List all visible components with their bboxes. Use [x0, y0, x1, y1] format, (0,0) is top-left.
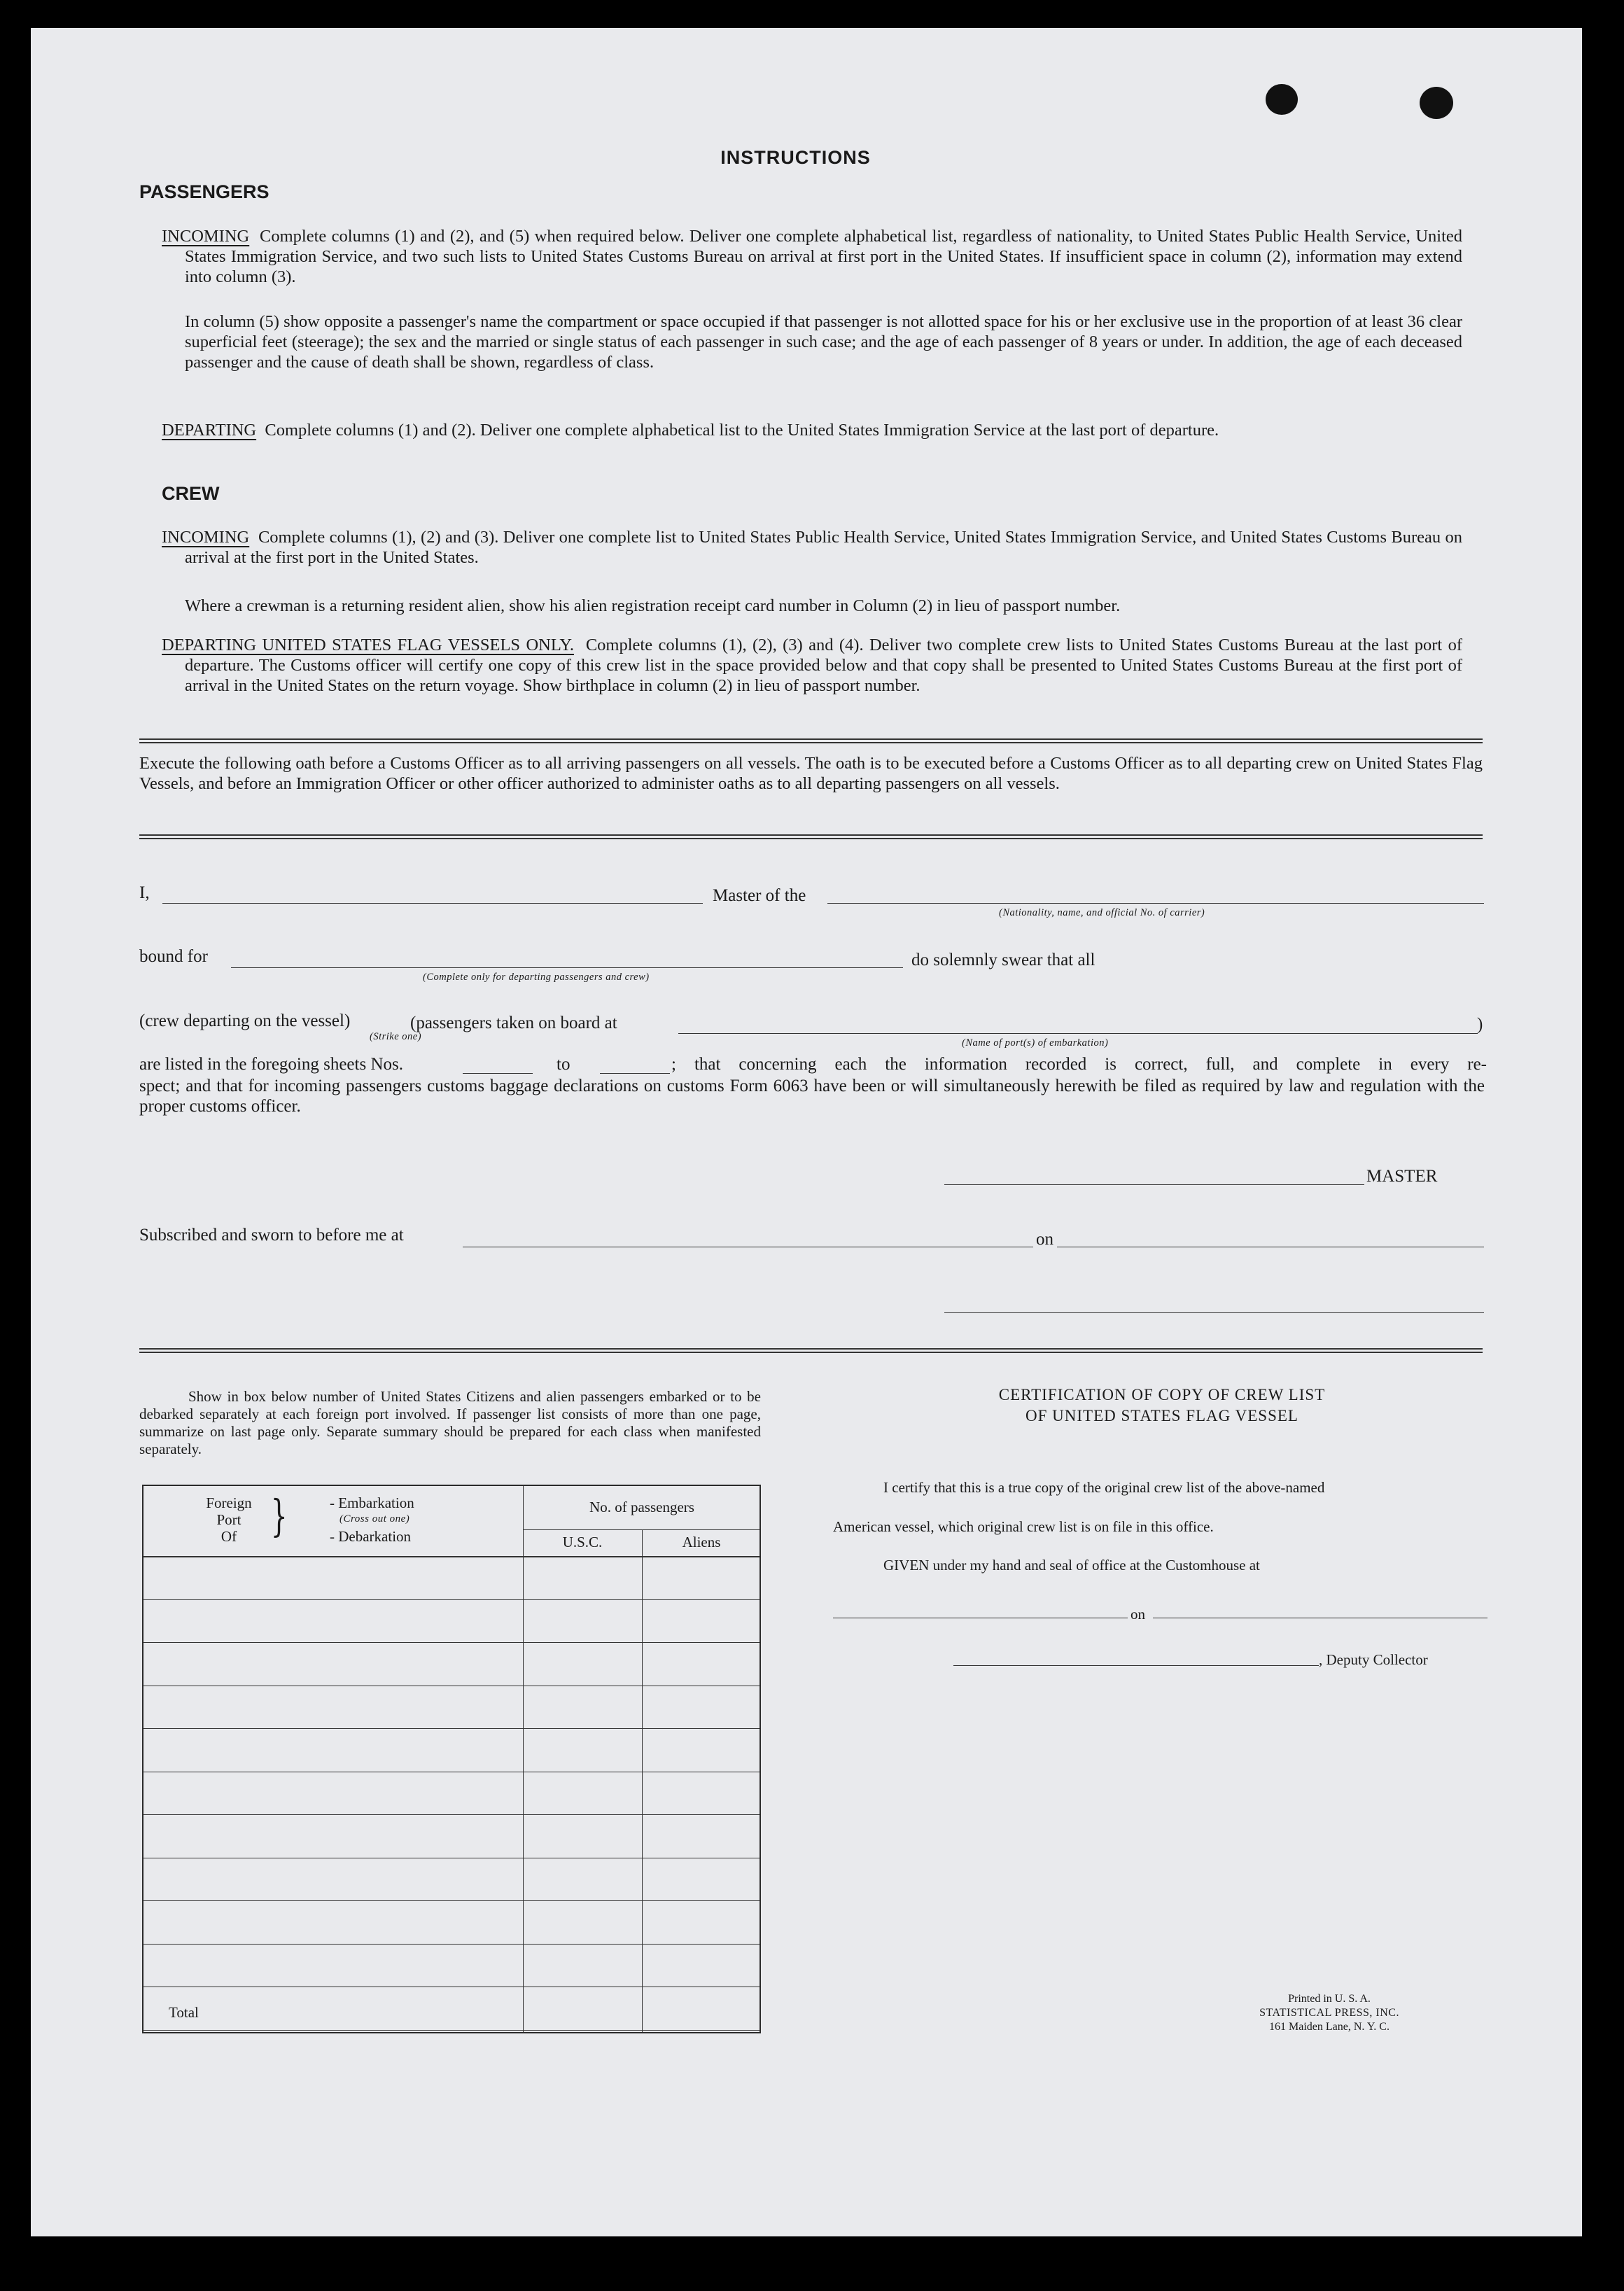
table-divider-usc	[642, 1529, 643, 2032]
punch-hole-left	[1266, 84, 1298, 115]
bound-for-caption: (Complete only for departing passengers and crew)	[423, 972, 650, 983]
table-row-line	[144, 1814, 760, 1815]
crew-incoming-text: Complete columns (1), (2) and (3). Deliver one complete list to United States Public Health Service, United States Immigration Service, and United States Customs Bureau on arrival at the first port in the United States.	[185, 528, 1463, 567]
deputy-collector-signature-field[interactable]	[953, 1665, 1319, 1666]
crew-departing-option: (crew departing on the vessel)	[139, 1011, 351, 1030]
passenger-summary-table	[142, 1485, 761, 2033]
close-paren: )	[1477, 1015, 1483, 1034]
certification-on-label: on	[1130, 1606, 1145, 1623]
passengers-departing-text: Complete columns (1) and (2). Deliver one complete alphabetical list to the United States Immigration Service at the last port of departure.	[265, 421, 1219, 440]
table-subheader-line	[523, 1529, 760, 1530]
deputy-collector-label: , Deputy Collector	[1319, 1651, 1428, 1668]
sheet-to-field[interactable]	[600, 1073, 670, 1074]
table-row-line	[144, 1599, 760, 1600]
strike-one-caption: (Strike one)	[370, 1031, 422, 1042]
passengers-incoming-block	[162, 226, 1462, 287]
carrier-field[interactable]	[827, 903, 1484, 904]
divider-double-2	[139, 834, 1483, 839]
table-row-line	[144, 1642, 760, 1643]
certification-line-2: American vessel, which original crew list is on file in this office.	[833, 1518, 1214, 1535]
crew-heading: CREW	[162, 483, 220, 504]
master-label: MASTER	[1366, 1167, 1438, 1186]
punch-hole-right	[1420, 87, 1453, 119]
summary-instructions: Show in box below number of United States Citizens and alien passengers embarked or to be debarked separately at each foreign port involved. If passenger list consists of more than one page, summarize on last page only. Separate summary should be prepared for each class when manifested separately.	[139, 1388, 761, 1457]
no-of-passengers-label: No. of passengers	[589, 1499, 694, 1515]
swear-text: do solemnly swear that all	[911, 951, 1096, 969]
table-row-line	[144, 1944, 760, 1945]
crew-incoming-label: INCOMING	[162, 528, 250, 547]
table-header-bottom	[144, 1556, 760, 1557]
bound-for-label: bound for	[139, 947, 208, 966]
passengers-departing-label: DEPARTING	[162, 421, 257, 440]
listed-text-to: to	[556, 1055, 570, 1074]
oath-instructions: Execute the following oath before a Customs Officer as to all arriving passengers on all vessels. The oath is to be executed before a Customs Officer as to all departing crew on United States Flag Vessels, and before an Immigration Officer or other officer authorized to administer oaths as to all departing passengers on all vessels.	[139, 754, 1483, 793]
crew-returning-text: Where a crewman is a returning resident alien, show his alien registration receipt card number in Column (2) in lieu of passport number.	[185, 596, 1121, 615]
sheet-from-field[interactable]	[463, 1073, 533, 1074]
certification-heading-2: OF UNITED STATES FLAG VESSEL	[1026, 1407, 1298, 1424]
embarkation-port-field[interactable]	[678, 1033, 1478, 1034]
crew-departing-block	[162, 635, 1462, 696]
usc-label: U.S.C.	[562, 1534, 603, 1550]
embarkation-label: - Embarkation	[330, 1494, 414, 1511]
listed-text-a: are listed in the foregoing sheets Nos.	[139, 1055, 403, 1074]
divider-double-1	[139, 738, 1483, 743]
ports-caption: (Name of port(s) of embarkation)	[962, 1037, 1109, 1049]
crew-incoming-block	[162, 527, 1462, 568]
oath-i: I,	[139, 883, 150, 902]
divider-double-3	[139, 1348, 1483, 1353]
debarkation-label: - Debarkation	[330, 1528, 412, 1545]
bound-for-field[interactable]	[231, 967, 903, 968]
cross-out-caption: (Cross out one)	[340, 1513, 410, 1525]
passengers-taken-option: (passengers taken on board at	[410, 1014, 617, 1032]
master-signature-field[interactable]	[944, 1184, 1364, 1185]
master-of-the-label: Master of the	[713, 886, 806, 905]
total-label: Total	[169, 2004, 199, 2021]
table-row-line	[144, 1900, 760, 1901]
certification-line-1: I certify that this is a true copy of the original crew list of the above-named	[883, 1479, 1325, 1496]
foreign-label: Foreign	[206, 1494, 252, 1511]
passengers-heading: PASSENGERS	[139, 181, 270, 202]
form-page	[31, 28, 1582, 2236]
master-name-field[interactable]	[162, 903, 703, 904]
certification-heading-1: CERTIFICATION OF COPY OF CREW LIST	[998, 1386, 1326, 1403]
printer-line-3: 161 Maiden Lane, N. Y. C.	[1269, 2021, 1390, 2033]
passengers-incoming-label: INCOMING	[162, 227, 250, 246]
carrier-caption: (Nationality, name, and official No. of carrier)	[999, 907, 1205, 918]
listed-text-c: spect; and that for incoming passengers customs baggage declarations on customs Form 6063 have been or will simultaneously herewith be filed as required by law and regulation with the proper customs officer.	[139, 1077, 1485, 1116]
page-title: INSTRUCTIONS	[720, 147, 871, 168]
table-row-line	[144, 1728, 760, 1729]
table-divider-port	[523, 1486, 524, 2032]
certification-given: GIVEN under my hand and seal of office at the Customhouse at	[883, 1557, 1260, 1574]
passengers-departing-block	[162, 420, 1462, 440]
port-label: Port	[216, 1511, 241, 1528]
printer-line-2: STATISTICAL PRESS, INC.	[1259, 2007, 1399, 2019]
printer-line-1: Printed in U. S. A.	[1288, 1993, 1371, 2005]
brace-icon: }	[270, 1490, 288, 1541]
subscribed-label: Subscribed and sworn to before me at	[139, 1226, 404, 1245]
passengers-column5-text: In column (5) show opposite a passenger's name the compartment or space occupied if that passenger is not allotted space for his or her exclusive use in the proportion of at least 36 clear superficial feet (steerage); the sex and the married or single status of each passenger in such case; and the age of each passenger of 8 years or under. In addition, the age of each deceased passenger and the cause of death shall be shown, regardless of class.	[185, 312, 1462, 372]
listed-text-b: ; that concerning each the information recorded is correct, full, and complete in every re-	[671, 1055, 1487, 1074]
printer-imprint	[1221, 1992, 1438, 2034]
of-label: Of	[220, 1528, 237, 1545]
officer-signature-field[interactable]	[944, 1312, 1484, 1313]
subscribed-on-label: on	[1036, 1230, 1054, 1249]
crew-departing-text: Complete columns (1), (2), (3) and (4). Deliver two complete crew lists to United States Customs Bureau at the last port of departure. The Customs officer will certify one copy of this crew list in the space provided below and that copy shall be presented to United States Customs Bureau at the first port of arrival in the United States on the return voyage. Show birthplace in column (2) in lieu of passport number.	[185, 636, 1462, 695]
aliens-label: Aliens	[682, 1534, 721, 1550]
table-row-line	[144, 2030, 760, 2031]
crew-departing-label: DEPARTING UNITED STATES FLAG VESSELS ONLY.	[162, 636, 575, 654]
passengers-incoming-text: Complete columns (1) and (2), and (5) when required below. Deliver one complete alphabetical list, regardless of nationality, to United States Public Health Service, United States Immigration Service, and two such lists to United States Customs Bureau on arrival at first port in the United States. If insufficient space in column (2), information may extend into column (3).	[185, 227, 1463, 286]
